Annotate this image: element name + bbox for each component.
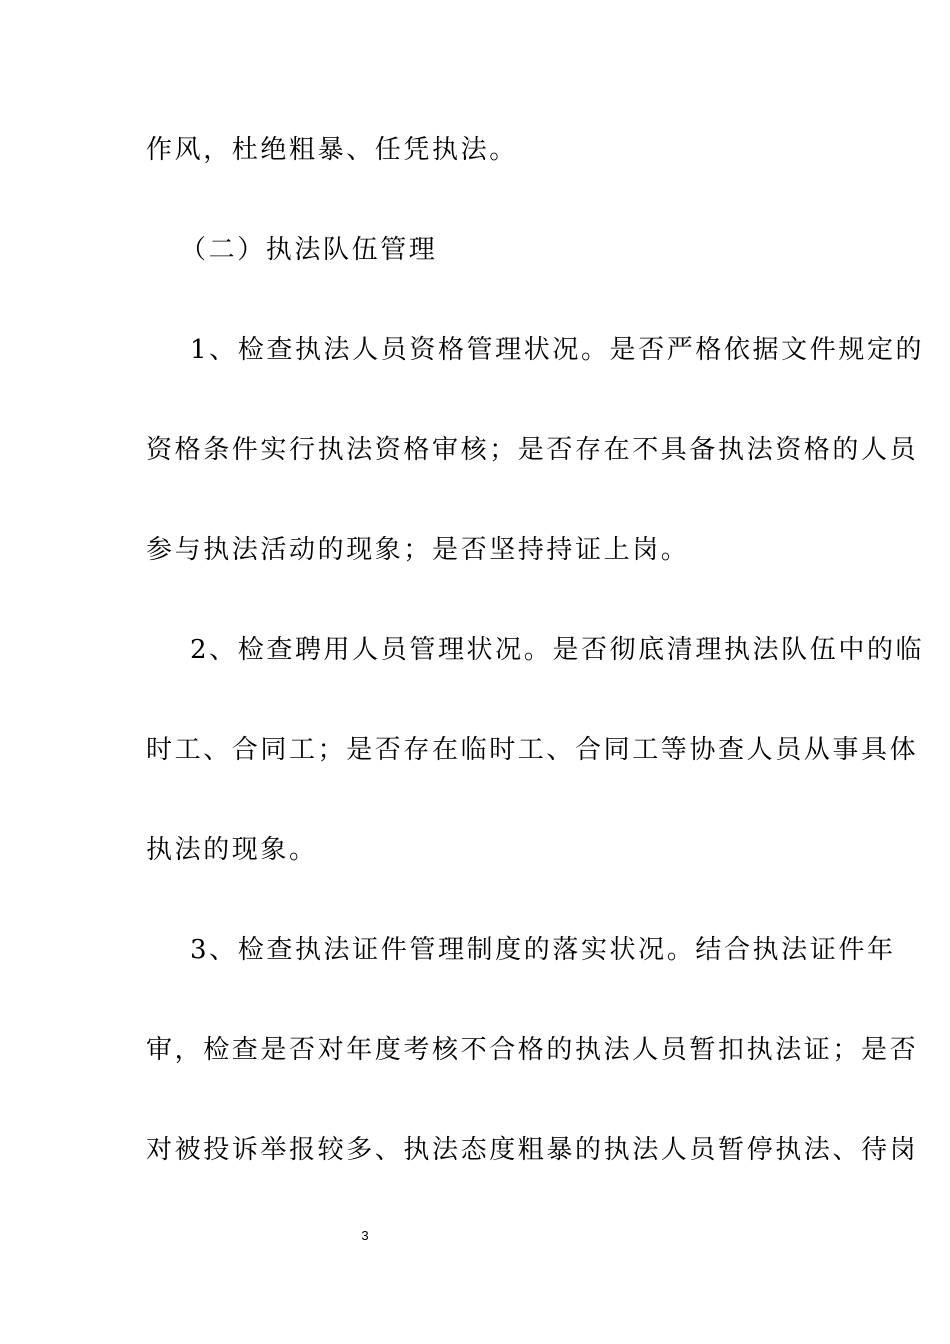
paragraph-line-1: 作风，杜绝粗暴、任凭执法。 <box>146 135 518 165</box>
paragraph-line-10: 审，检查是否对年度考核不合格的执法人员暂扣执法证；是否 <box>146 1035 919 1065</box>
paragraph-line-6: 2、检查聘用人员管理状况。是否彻底清理执法队伍中的临 <box>190 635 925 665</box>
paragraph-line-5: 参与执法活动的现象；是否坚持持证上岗。 <box>146 535 690 565</box>
section-heading: （二）执法队伍管理 <box>180 235 438 265</box>
paragraph-line-8: 执法的现象。 <box>146 835 318 865</box>
paragraph-line-9: 3、检查执法证件管理制度的落实状况。结合执法证件年 <box>190 935 896 965</box>
paragraph-line-4: 资格条件实行执法资格审核；是否存在不具备执法资格的人员 <box>146 435 919 465</box>
paragraph-line-7: 时工、合同工；是否存在临时工、合同工等协查人员从事具体 <box>146 735 919 765</box>
page-number: 3 <box>361 1228 369 1243</box>
paragraph-line-3: 1、检查执法人员资格管理状况。是否严格依据文件规定的 <box>190 335 925 365</box>
paragraph-line-11: 对被投诉举报较多、执法态度粗暴的执法人员暂停执法、待岗 <box>146 1135 919 1165</box>
